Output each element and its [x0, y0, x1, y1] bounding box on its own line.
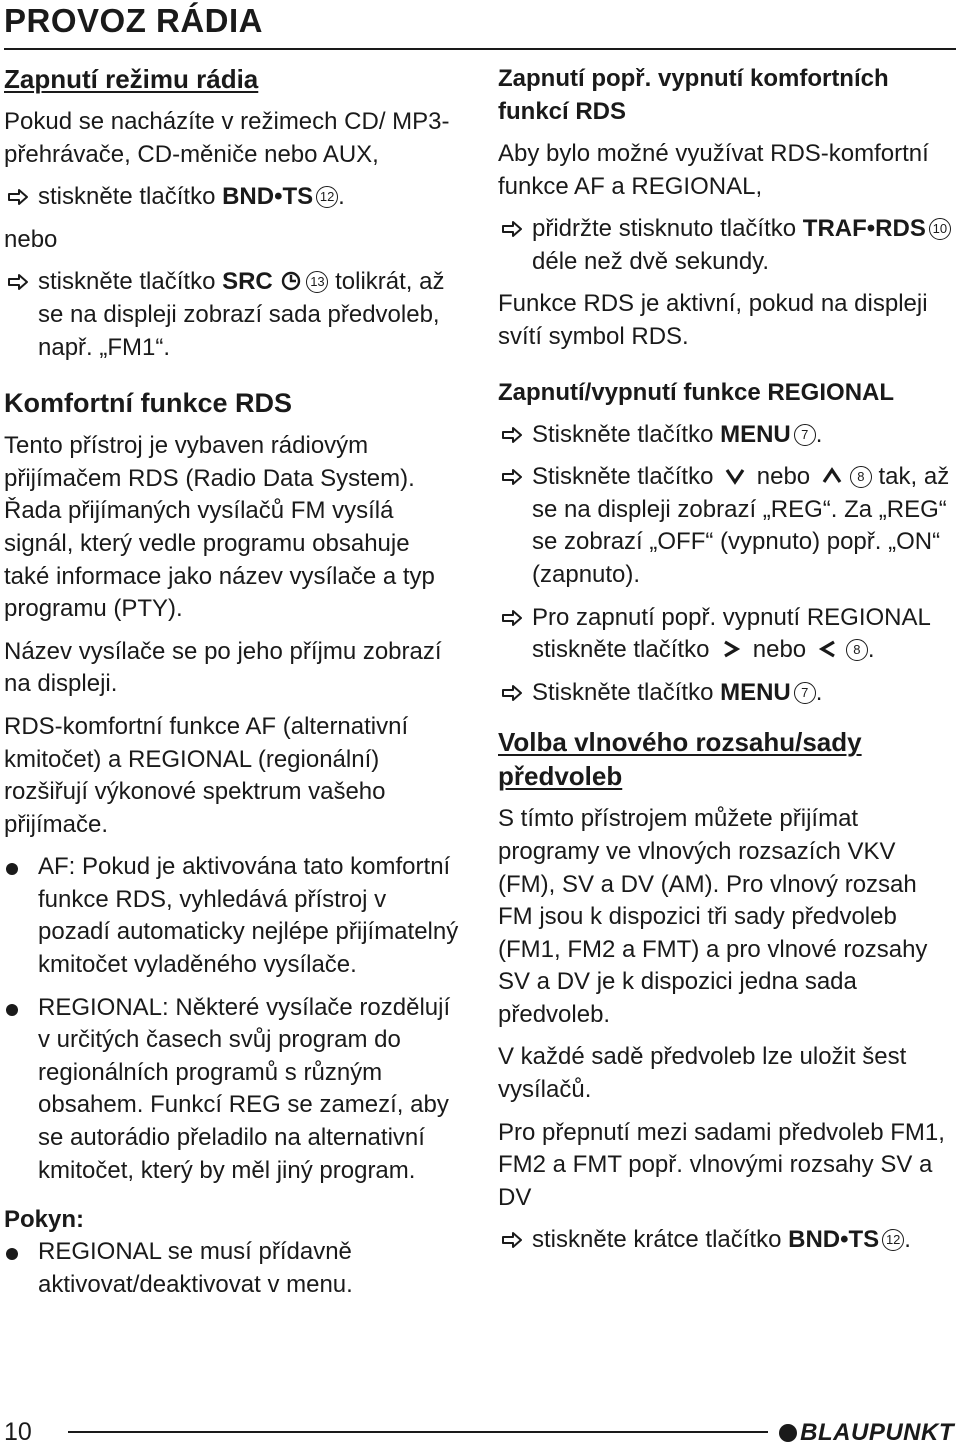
note-title: Pokyn:: [4, 1206, 85, 1234]
step-text: Stiskněte tlačítko: [532, 678, 721, 706]
button-label-bnd-ts: BND•TS: [222, 183, 314, 211]
step-text-end: déle než dvě sekundy.: [532, 247, 770, 275]
button-label-menu: MENU: [720, 678, 791, 706]
step-text: stiskněte tlačítko: [38, 268, 223, 296]
step-text: přidržte stisknuto tlačítko: [532, 215, 803, 243]
paragraph: Název vysílače se po jeho příjmu zobrazí na displeji.: [4, 637, 442, 698]
button-label-menu: MENU: [720, 420, 791, 448]
section-title-band-selection: Volba vlnového rozsahu/sady předvoleb: [498, 727, 862, 792]
paragraph: RDS-komfortní funkce AF (alternativní kmitočet) a REGIONAL (regionální) rozšiřují výkonové spektrum vašeho přijímače.: [4, 712, 409, 838]
key-number: 8: [846, 639, 868, 661]
key-number: 7: [794, 424, 816, 446]
button-label-traf-rds: TRAF•RDS: [802, 215, 926, 243]
step-text-end: tolikrát, až se na displeji zobrazí sada předvoleb, např. „FM1“.: [38, 268, 445, 361]
step-text-mid: nebo: [746, 636, 813, 664]
brand-dot-icon: [779, 1424, 797, 1442]
button-label-src: SRC: [222, 268, 273, 296]
key-number: 8: [850, 466, 872, 488]
step-text: Stiskněte tlačítko: [532, 420, 721, 448]
bullet-item: [4, 992, 460, 1188]
section-title-rds-onoff: Zapnutí popř. vypnutí komfortních funkcí RDS: [498, 65, 889, 125]
paragraph: V každé sadě předvoleb lze uložit šest vysílačů.: [498, 1043, 907, 1104]
bullet-icon: [6, 1248, 18, 1260]
left-column: [4, 62, 460, 1301]
key-number: 13: [306, 271, 328, 293]
arrow-icon: [500, 607, 524, 629]
step-text: stiskněte tlačítko: [38, 183, 223, 211]
arrow-up-icon: [821, 467, 843, 485]
step-text: Pro zapnutí popř. vypnutí REGIONAL stiskněte tlačítko: [532, 603, 930, 664]
title-rule: [4, 48, 956, 50]
or-text: nebo: [4, 225, 58, 253]
page-number: 10: [4, 1418, 32, 1446]
section-title-regional: Zapnutí/vypnutí funkce REGIONAL: [498, 378, 895, 406]
key-number: 12: [316, 186, 338, 208]
arrow-down-icon: [724, 467, 746, 485]
paragraph: Funkce RDS je aktivní, pokud na displeji svítí symbol RDS.: [498, 290, 928, 350]
key-number: 7: [794, 682, 816, 704]
brand-name: BLAUPUNKT: [800, 1419, 954, 1446]
key-number: 12: [882, 1229, 904, 1251]
arrow-icon: [500, 466, 524, 488]
bullet-icon: [6, 1004, 18, 1016]
step-text-end: .: [815, 420, 823, 448]
arrow-icon: [500, 682, 524, 704]
right-column: [498, 62, 956, 1257]
bullet-text: REGIONAL: Některé vysílače rozdělují v určitých časech svůj program do regionálních programů s různým obsahem. Funkcí REG se zamezí, aby se autorádio přeladilo na alternativní kmitočet, který by měl jiný program.: [38, 993, 451, 1184]
bullet-text: REGIONAL se musí přídavně aktivovat/deaktivovat v menu.: [38, 1238, 353, 1298]
instruction-step: [498, 213, 956, 278]
paragraph: Tento přístroj je vybaven rádiovým přijímačem RDS (Radio Data System). Řada přijímaných vysílačů FM vysílá signál, který vedle programu obsahuje také informace jako název vysílače a typ programu (PTY).: [4, 432, 435, 623]
bullet-item: [4, 1236, 460, 1301]
arrow-icon: [500, 424, 524, 446]
section-title-rds: Komfortní funkce RDS: [4, 388, 293, 419]
step-text-end: .: [867, 636, 875, 664]
bullet-item: [4, 851, 460, 981]
step-text: Stiskněte tlačítko: [532, 463, 721, 491]
page-title: PROVOZ RÁDIA: [4, 2, 264, 39]
paragraph: Aby bylo možné využívat RDS-komfortní funkce AF a REGIONAL,: [498, 140, 929, 200]
instruction-step: [4, 266, 460, 364]
instruction-step: [498, 1224, 956, 1257]
instruction-step: [498, 419, 956, 452]
instruction-step: [498, 677, 956, 710]
bullet-text: AF: Pokud je aktivována tato komfortní funkce RDS, vyhledává přístroj v pozadí automaticky nejlépe přijímatelný kmitočet vyladěného vysílače.: [38, 853, 459, 979]
instruction-step: [4, 181, 460, 214]
arrow-icon: [6, 186, 30, 208]
footer-rule: [68, 1431, 768, 1433]
paragraph: Pro přepnutí mezi sadami předvoleb FM1, FM2 a FMT popř. vlnovými rozsahy SV a DV: [498, 1118, 945, 1211]
button-label-bnd-ts: BND•TS: [788, 1226, 880, 1254]
step-text: stiskněte krátce tlačítko: [532, 1226, 789, 1254]
instruction-step: [498, 461, 956, 591]
instruction-step: [498, 602, 956, 667]
arrow-icon: [500, 218, 524, 240]
section-title-radio-mode: Zapnutí režimu rádia: [4, 64, 259, 94]
arrow-right-icon: [720, 640, 742, 658]
paragraph: S tímto přístrojem můžete přijímat programy ve vlnových rozsazích VKV (FM), SV a DV (AM). Pro vlnový rozsah FM jsou k dispozici tři sady předvoleb (FM1, FM2 a FMT) a pro vlnové rozsahy SV a DV je k dispozici jedna sada předvoleb.: [498, 805, 928, 1028]
arrow-left-icon: [817, 640, 839, 658]
step-text-end: .: [904, 1226, 911, 1254]
step-text-end: .: [338, 183, 345, 211]
step-text-end: .: [815, 678, 823, 706]
step-text-mid: nebo: [750, 463, 817, 491]
key-number: 10: [929, 218, 951, 240]
paragraph: Pokud se nacházíte v režimech CD/ MP3-přehrávače, CD-měniče nebo AUX,: [4, 108, 450, 168]
clock-icon: [281, 271, 301, 291]
arrow-icon: [500, 1229, 524, 1251]
step-text-end: tak, až se na displeji zobrazí „REG“. Za „REG“ se zobrazí „OFF“ (vypnuto) popř. „ON“ (zapnuto).: [532, 463, 950, 588]
bullet-icon: [6, 863, 18, 875]
arrow-icon: [6, 271, 30, 293]
brand-logo: [779, 1419, 954, 1447]
